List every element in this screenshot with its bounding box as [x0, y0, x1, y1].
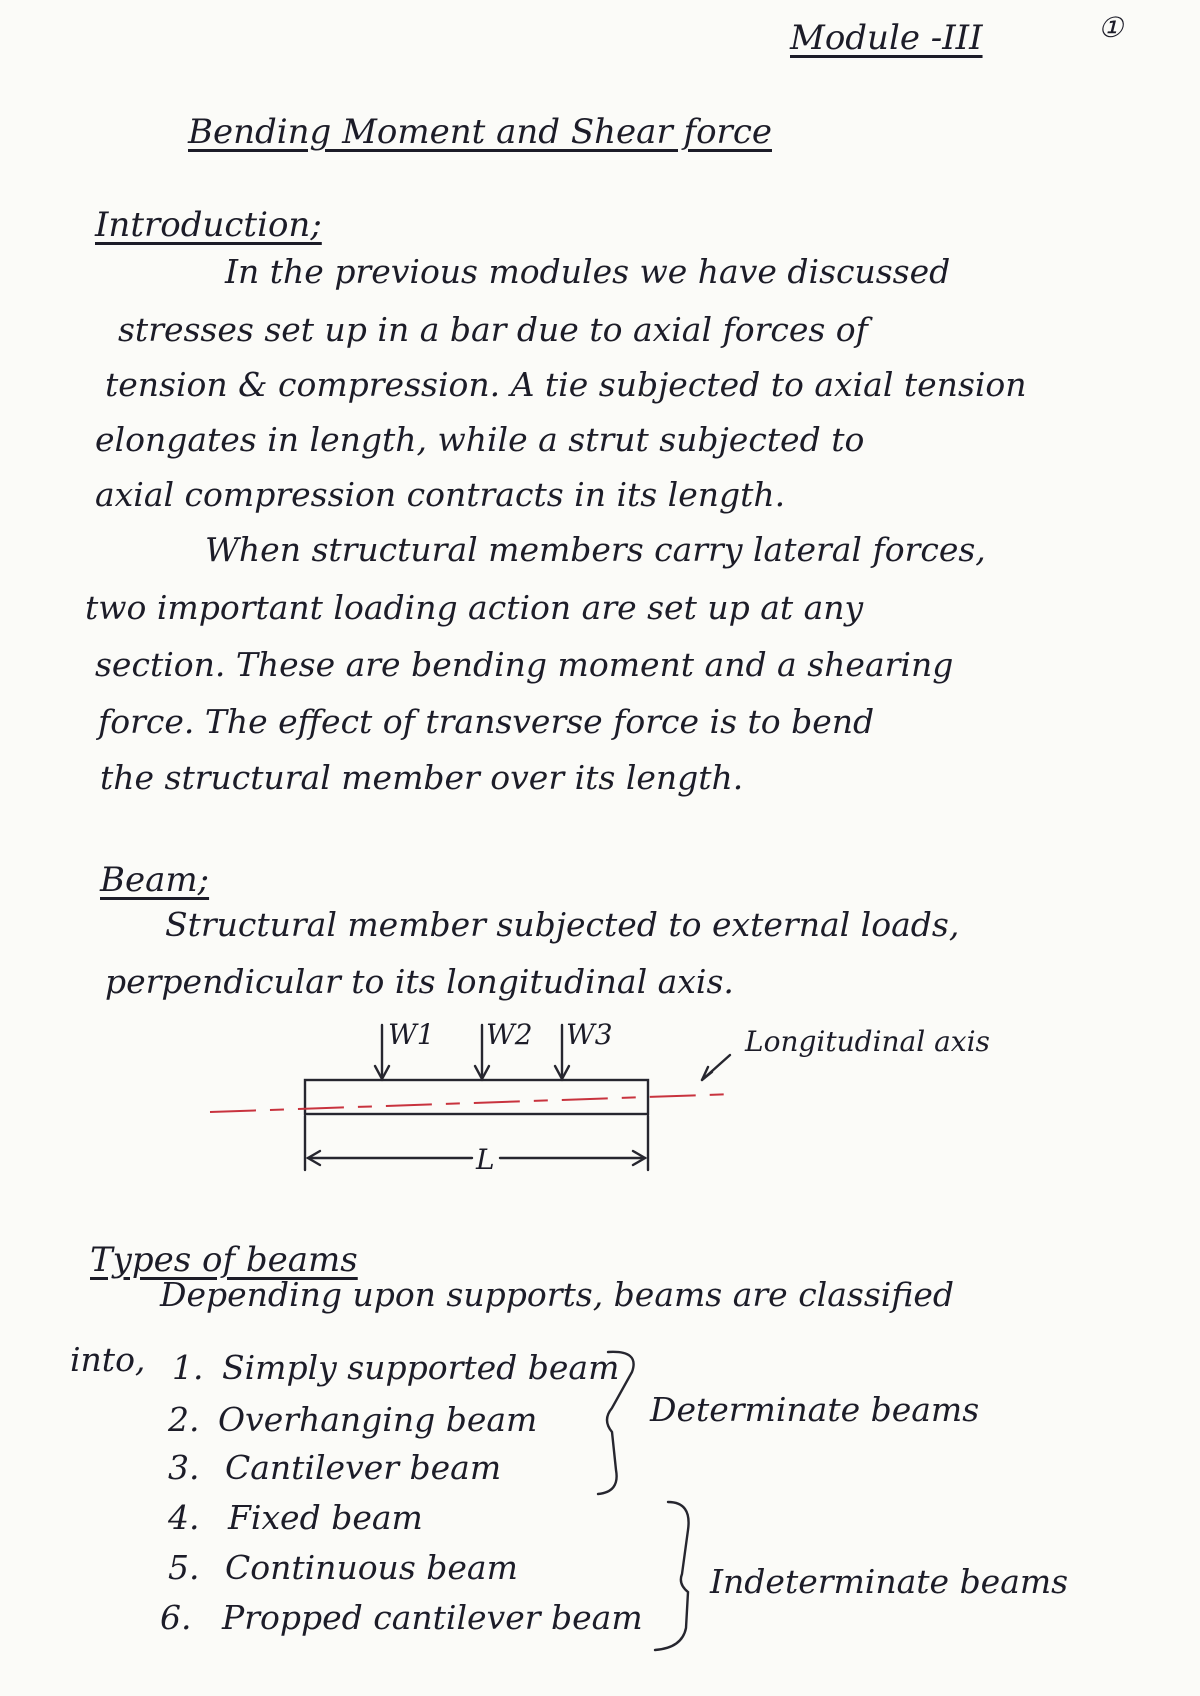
list-item-text: Simply supported beam	[222, 1348, 620, 1387]
intro-line: the structural member over its length.	[100, 758, 744, 797]
intro-line: elongates in length, while a strut subjected to	[95, 420, 865, 459]
list-item-number: 6.	[160, 1598, 192, 1637]
load-label-w2: W2	[486, 1018, 533, 1051]
types-intro-line: into,	[70, 1340, 146, 1379]
list-item-number: 1.	[172, 1348, 204, 1387]
module-label: Module -III	[790, 18, 983, 58]
load-label-w1: W1	[388, 1018, 435, 1051]
intro-line: When structural members carry lateral forces,	[205, 530, 986, 569]
beam-definition-line: perpendicular to its longitudinal axis.	[105, 962, 734, 1001]
list-item-text: Cantilever beam	[225, 1448, 502, 1487]
list-item-text: Overhanging beam	[218, 1400, 538, 1439]
intro-line: axial compression contracts in its length.	[95, 475, 786, 514]
load-label-w3: W3	[566, 1018, 613, 1051]
list-item-text: Fixed beam	[228, 1498, 423, 1537]
list-item-number: 3.	[168, 1448, 200, 1487]
intro-heading: Introduction;	[95, 205, 322, 245]
intro-line: stresses set up in a bar due to axial forces of	[118, 310, 868, 349]
brace-determinate	[598, 1352, 634, 1494]
intro-line: section. These are bending moment and a shearing	[95, 645, 954, 684]
determinate-label: Determinate beams	[650, 1390, 980, 1429]
beam-heading: Beam;	[100, 860, 210, 900]
length-label: L	[476, 1143, 495, 1176]
page-number: ①	[1098, 11, 1124, 44]
list-item-text: Continuous beam	[225, 1548, 518, 1587]
list-item-number: 4.	[168, 1498, 200, 1537]
list-item-number: 5.	[168, 1548, 200, 1587]
types-intro-line: Depending upon supports, beams are classified	[160, 1275, 954, 1314]
intro-line: force. The effect of transverse force is to bend	[98, 702, 875, 741]
intro-line: tension & compression. A tie subjected to axial tension	[105, 365, 1027, 404]
page-title: Bending Moment and Shear force	[188, 112, 772, 152]
list-item-number: 2.	[168, 1400, 200, 1439]
intro-line: two important loading action are set up at any	[85, 588, 864, 627]
beam-definition-line: Structural member subjected to external loads,	[165, 905, 960, 944]
list-item-text: Propped cantilever beam	[222, 1598, 643, 1637]
indeterminate-label: Indeterminate beams	[710, 1562, 1069, 1601]
types-heading: Types of beams	[90, 1240, 358, 1280]
intro-line: In the previous modules we have discussed	[225, 252, 951, 291]
axis-label: Longitudinal axis	[745, 1025, 990, 1058]
brace-indeterminate	[655, 1502, 689, 1650]
